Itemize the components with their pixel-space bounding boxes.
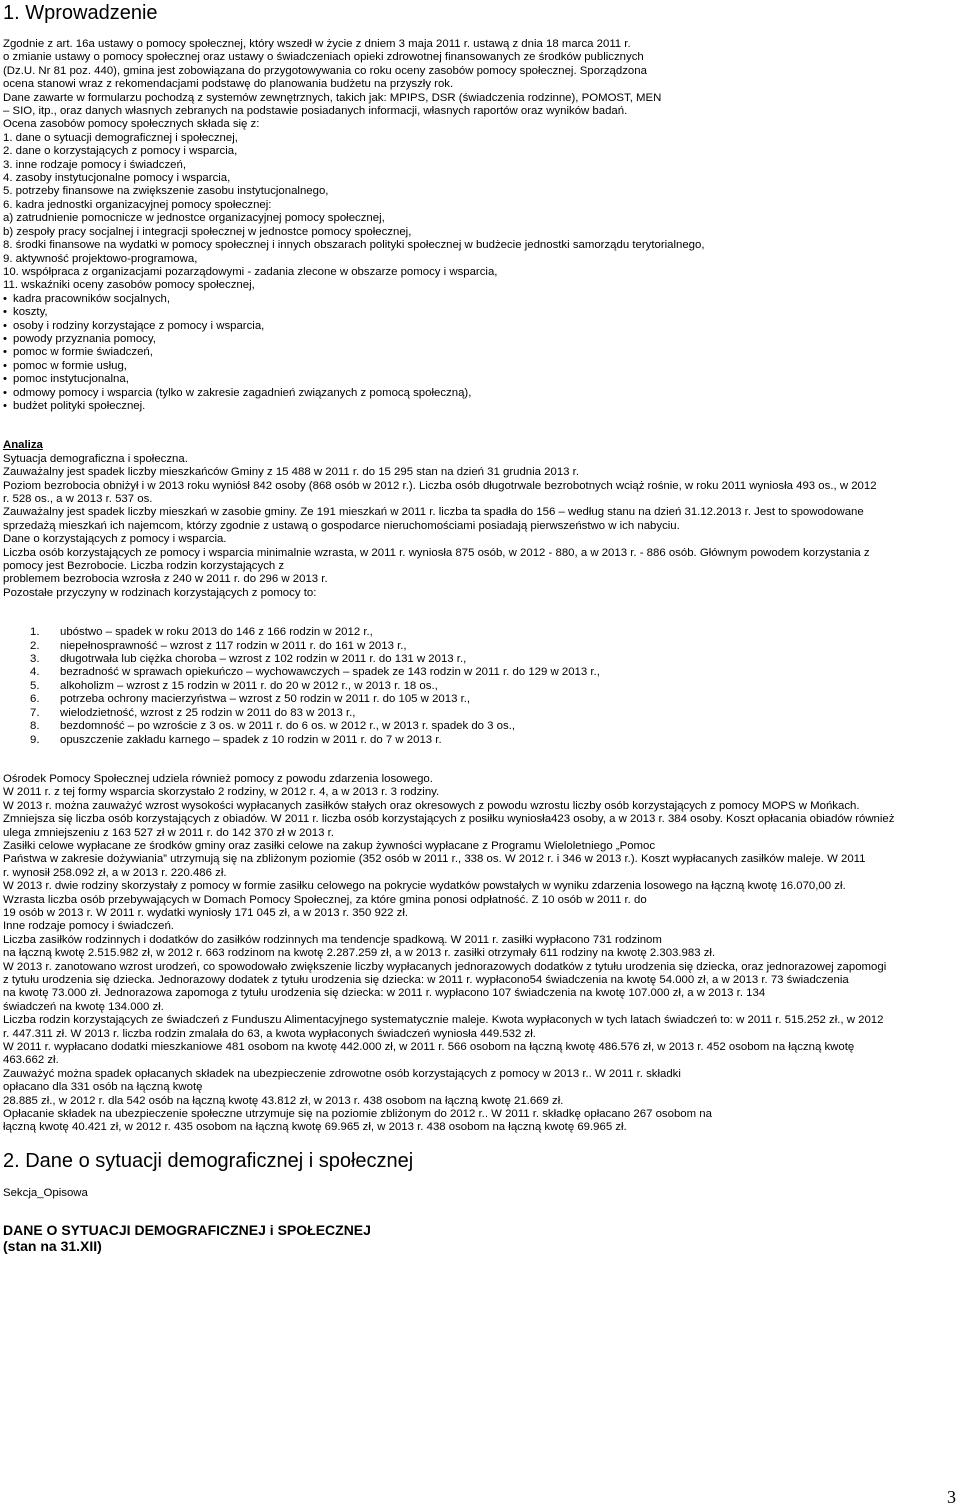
- text-line: z tytułu urodzenia się dziecka. Jednorazowy dodatek z tytułu urodzenia się dziecka: w 2011 r. wypłacono54 świadczenia na kwotę 54.000 zł, a w 2013 r. 73 świadczenia: [3, 974, 849, 986]
- text-line: W 2013 r. można zauważyć wzrost wysokości wypłacanych zasiłków stałych oraz okresowych z powodu wzrostu liczby osób korzystających z pomocy MOPS w Mońkach.: [3, 799, 860, 812]
- list-text: bezdomność – po wzroście z 3 os. w 2011 r. do 6 os. w 2012 r., w 2013 r. spadek do 3 os.,: [60, 720, 516, 733]
- text-line: Ocena zasobów pomocy społecznych składa się z:: [3, 118, 260, 131]
- text-line: na kwotę 73.000 zł. Jednorazowa zapomoga z tytułu urodzenia się dziecka: w 2011 r. wypłacono 107 świadczenia na kwotę 107.000 zł, a w 2013 r. 134: [3, 987, 766, 1000]
- causes-numbered-list: [3, 626, 958, 747]
- list-number: 7.: [30, 706, 40, 719]
- text-line: 8. środki finansowe na wydatki w pomocy społecznej i innych obszarach polityki społecznej w budżecie jednostki samorządu terytorialnego,: [3, 239, 705, 252]
- text-line: Dane zawarte w formularzu pochodzą z systemów zewnętrznych, takich jak: MPIPS, DSR (świadczenia rodzinne), POMOST, MEN: [3, 91, 662, 104]
- list-item: [3, 707, 958, 720]
- text-line: Zauważalny jest spadek liczby mieszkańców Gminy z 15 488 w 2011 r. do 15 295 stan na dzień 31 grudnia 2013 r.: [3, 466, 579, 479]
- text-line: 2. dane o korzystających z pomocy i wsparcia,: [3, 145, 238, 158]
- text-line: 28.885 zł., w 2012 r. dla 542 osób na łączną kwotę 43.812 zł, w 2013 r. 438 osobom na łączną kwotę 21.669 zł.: [3, 1094, 564, 1107]
- text-line: o zmianie ustawy o pomocy społecznej oraz ustawy o świadczeniach opieki zdrowotnej finansowanych ze środków publicznych: [3, 51, 644, 64]
- text-line: ulega zmniejszeniu z 163 527 zł w 2011 r. do 142 370 zł w 2013 r.: [3, 826, 334, 839]
- text-line: W 2013 r. zanotowano wzrost urodzeń, co spowodowało zwiększenie liczby wypłacanych jednorazowych dodatków z tytułu urodzenia się dziecka, oraz jednorazowej zapomogi: [3, 960, 887, 973]
- text-line: 1. dane o sytuacji demograficznej i społecznej,: [3, 131, 238, 144]
- text-line: Liczba zasiłków rodzinnych i dodatków do zasiłków rodzinnych ma tendencje spadkową. W 2011 r. zasiłki wypłacono 731 rodzinom: [3, 933, 662, 946]
- text-line: Poziom bezrobocia obniżył i w 2013 roku wyniósł 842 osoby (868 osób w 2012 r.). Liczba osób długotrwale bezrobotnych wciąż rośnie, w roku 2011 wyniosła 493 os., w 2012: [3, 479, 877, 492]
- list-number: 4.: [30, 666, 40, 679]
- text-line: Ośrodek Pomocy Społecznej udziela również pomocy z powodu zdarzenia losowego.: [3, 772, 433, 785]
- text-line: W 2011 r. wypłacano dodatki mieszkaniowe 481 osobom na kwotę 442.000 zł, w 2011 r. 566 osobom na łączną kwotę 486.576 zł, w 2013 r. 452 osobom na łączną kwotę: [3, 1041, 855, 1054]
- text-line: 6. kadra jednostki organizacyjnej pomocy społecznej:: [3, 198, 272, 211]
- list-item: • pomoc w formie świadczeń,: [3, 346, 958, 359]
- text-line: – SIO, itp., oraz danych własnych zebranych na podstawie posiadanych informacji, własnych raportów oraz wyników badań.: [3, 105, 628, 118]
- text-line: Sytuacja demograficzna i społeczna.: [3, 452, 188, 465]
- text-line: W 2011 r. z tej formy wsparcia skorzystało 2 rodziny, w 2012 r. 4, a w 2013 r. 3 rodziny.: [3, 786, 440, 799]
- list-number: 3.: [30, 653, 40, 666]
- text-line: W 2013 r. dwie rodziny skorzystały z pomocy w formie zasiłku celowego na pokrycie wydatków powstałych w wyniku zdarzenia losowego na łączną kwotę 16.070,00 zł.: [3, 880, 846, 893]
- indicator-bullet-list: [3, 293, 958, 414]
- list-item: [3, 734, 958, 747]
- list-item: [3, 680, 958, 693]
- text-line: problemem bezrobocia wzrosła z 240 w 2011 r. do 296 w 2013 r.: [3, 573, 328, 586]
- list-number: 8.: [30, 720, 40, 733]
- list-item: [3, 626, 958, 639]
- text-line: Liczba rodzin korzystających ze świadczeń z Funduszu Alimentacyjnego systematycznie maleje. Kwota wypłaconych w tych latach świadczeń to: w 2011 r. 515.252 zł., w 2012: [3, 1014, 884, 1027]
- list-item: • odmowy pomocy i wsparcia (tylko w zakresie zagadnień związanych z pomocą społeczną),: [3, 387, 958, 400]
- text-line: Wzrasta liczba osób przebywających w Domach Pomocy Społecznej, za które gmina ponosi odpłatność. Z 10 osób w 2011 r. do: [3, 893, 647, 906]
- text-line: a) zatrudnienie pomocnicze w jednostce organizacyjnej pomocy społecznej,: [3, 212, 385, 225]
- list-item: • osoby i rodziny korzystające z pomocy i wsparcia,: [3, 320, 958, 333]
- list-item: [3, 666, 958, 679]
- text-line: Dane o korzystających z pomocy i wsparcia.: [3, 533, 227, 546]
- list-item: • kadra pracowników socjalnych,: [3, 293, 958, 306]
- text-line: Zmniejsza się liczba osób korzystających z obiadów. W 2011 r. liczba osób korzystających z posiłku wyniosła423 osoby, a w 2013 r. 384 osoby. Koszt opłacania obiadów również: [3, 813, 895, 826]
- text-line: Zauważyć można spadek opłacanych składek na ubezpieczenie zdrowotne osób korzystających z pomocy w 2013 r.. W 2011 r. składki: [3, 1067, 681, 1080]
- text-line: r. 528 os., a w 2013 r. 537 os.: [3, 493, 153, 505]
- text-line: Liczba osób korzystających ze pomocy i wsparcia minimalnie wzrasta, w 2011 r. wyniosła 875 osób, w 2012 - 880, a w 2013 r. - 886 osób. Głównym powodem korzystania z: [3, 546, 870, 559]
- document-page: [3, 0, 958, 1254]
- text-line: Zgodnie z art. 16a ustawy o pomocy społecznej, który wszedł w życie z dniem 3 maja 2011 r. ustawą z dnia 18 marca 2011 r.: [3, 38, 631, 50]
- list-item: [3, 693, 958, 706]
- list-number: 9.: [30, 733, 40, 746]
- text-line: ocena stanowi wraz z rekomendacjami podstawę do planowania budżetu na przyszły rok.: [3, 78, 454, 91]
- list-item: • powody przyznania pomocy,: [3, 333, 958, 346]
- section-heading-wprowadzenie: 1. Wprowadzenie: [3, 2, 158, 24]
- list-text: wielodzietność, wzrost z 25 rodzin w 2011 do 83 w 2013 r.,: [60, 706, 356, 719]
- text-line: b) zespoły pracy socjalnej i integracji społecznej w jednostce pomocy społecznej,: [3, 225, 412, 238]
- list-text: długotrwała lub ciężka choroba – wzrost z 102 rodzin w 2011 r. do 131 w 2013 r.,: [60, 653, 467, 666]
- text-line: świadczeń na kwotę 134.000 zł.: [3, 1000, 164, 1013]
- text-line: (Dz.U. Nr 81 poz. 440), gmina jest zobowiązana do przygotowywania co roku oceny zasobów pomocy społecznej. Sporządzona: [3, 64, 647, 77]
- text-line: na łączną kwotę 2.515.982 zł, w 2012 r. 663 rodzinom na kwotę 2.287.259 zł, a w 2013 r. zasiłki otrzymały 611 rodziny na kwotę 2.303.983 zł.: [3, 947, 716, 960]
- text-line: Inne rodzaje pomocy i świadczeń.: [3, 920, 174, 933]
- text-line: 11. wskaźniki oceny zasobów pomocy społecznej,: [3, 279, 255, 292]
- section-heading-dane-demograficzne: 2. Dane o sytuacji demograficznej i społecznej: [3, 1149, 414, 1172]
- list-item: [3, 640, 958, 653]
- sekcja-label: Sekcja_Opisowa: [3, 1186, 88, 1199]
- text-line: Opłacanie składek na ubezpieczenie społeczne utrzymuje się na poziomie zbliżonym do 2012 r.. W 2011 r. składkę opłacano 267 osobom na: [3, 1108, 712, 1121]
- text-line: 3. inne rodzaje pomocy i świadczeń,: [3, 158, 186, 171]
- text-line: r. wynosił 258.092 zł, a w 2013 r. 220.486 zł.: [3, 866, 227, 879]
- text-line: sprzedażą mieszkań ich najemcom, którzy zgodnie z ustawą o gospodarce nieruchomościami posiadają pierwszeństwo w ich nabyciu.: [3, 519, 680, 532]
- list-text: opuszczenie zakładu karnego – spadek z 10 rodzin w 2011 r. do 7 w 2013 r.: [60, 733, 442, 746]
- intro-text: [3, 38, 958, 1135]
- analiza-heading: Analiza: [3, 439, 43, 452]
- text-line: łączną kwotę 40.421 zł, w 2012 r. 435 osobom na łączną kwotę 69.965 zł, w 2013 r. 438 osobom na łączną kwotę 69.965 zł.: [3, 1121, 627, 1134]
- text-line: 19 osób w 2013 r. W 2011 r. wydatki wyniosły 171 045 zł, a w 2013 r. 350 922 zł.: [3, 906, 409, 919]
- list-item: • pomoc w formie usług,: [3, 360, 958, 373]
- list-number: 1.: [30, 626, 40, 639]
- list-text: bezradność w sprawach opiekuńczo – wychowawczych – spadek ze 143 rodzin w 2011 r. do 129 w 2013 r.,: [60, 666, 600, 679]
- list-item: [3, 653, 958, 666]
- list-number: 5.: [30, 679, 40, 692]
- list-number: 2.: [30, 639, 40, 652]
- text-line: Państwa w zakresie dożywiania” utrzymują się na zbliżonym poziomie (352 osób w 2011 r., 338 os. W 2012 r. i 346 w 2013 r.). Koszt wypłacanych zasiłków maleje. W 2011: [3, 853, 866, 866]
- list-text: niepełnosprawność – wzrost z 117 rodzin w 2011 r. do 161 w 2013 r.,: [60, 639, 407, 652]
- dane-title-line1: DANE O SYTUACJI DEMOGRAFICZNEJ i SPOŁECZNEJ: [3, 1222, 371, 1239]
- text-line: 5. potrzeby finansowe na zwiększenie zasobu instytucjonalnego,: [3, 185, 329, 198]
- dane-title-line2: (stan na 31.XII): [3, 1238, 102, 1255]
- text-line: Zauważalny jest spadek liczby mieszkań w zasobie gminy. Ze 191 mieszkań w 2011 r. liczba ta spadła do 156 – według stanu na dzień 31.12.2013 r. Jest to spowodowane: [3, 506, 864, 519]
- list-item: • pomoc instytucjonalna,: [3, 373, 958, 386]
- text-line: 463.662 zł.: [3, 1054, 59, 1067]
- text-line: Zasiłki celowe wypłacane ze środków gminy oraz zasiłki celowe na zakup żywności wypłacane z Programu Wieloletniego „Pomoc: [3, 839, 656, 852]
- list-item: • budżet polityki społecznej.: [3, 400, 958, 413]
- text-line: Pozostałe przyczyny w rodzinach korzystających z pomocy to:: [3, 586, 317, 599]
- list-item: • koszty,: [3, 306, 958, 319]
- text-line: 4. zasoby instytucjonalne pomocy i wsparcia,: [3, 172, 231, 185]
- page-number: 3: [947, 1487, 956, 1507]
- text-line: 9. aktywność projektowo-programowa,: [3, 252, 198, 265]
- text-line: r. 447.311 zł. W 2013 r. liczba rodzin zmalała do 63, a kwota wypłaconych świadczeń wyniosła 449.532 zł.: [3, 1027, 536, 1040]
- text-line: 10. współpraca z organizacjami pozarządowymi - zadania zlecone w obszarze pomocy i wsparcia,: [3, 265, 498, 278]
- list-item: [3, 720, 958, 733]
- list-text: alkoholizm – wzrost z 15 rodzin w 2011 r. do 20 w 2012 r., w 2013 r. 18 os.,: [60, 679, 438, 692]
- list-number: 6.: [30, 693, 40, 706]
- list-text: ubóstwo – spadek w roku 2013 do 146 z 166 rodzin w 2012 r.,: [60, 626, 373, 639]
- text-line: pomocy jest Bezrobocie. Liczba rodzin korzystających z: [3, 560, 285, 573]
- text-line: opłacano dla 331 osób na łączną kwotę: [3, 1081, 203, 1094]
- list-text: potrzeba ochrony macierzyństwa – wzrost z 50 rodzin w 2011 r. do 105 w 2013 r.,: [60, 693, 471, 706]
